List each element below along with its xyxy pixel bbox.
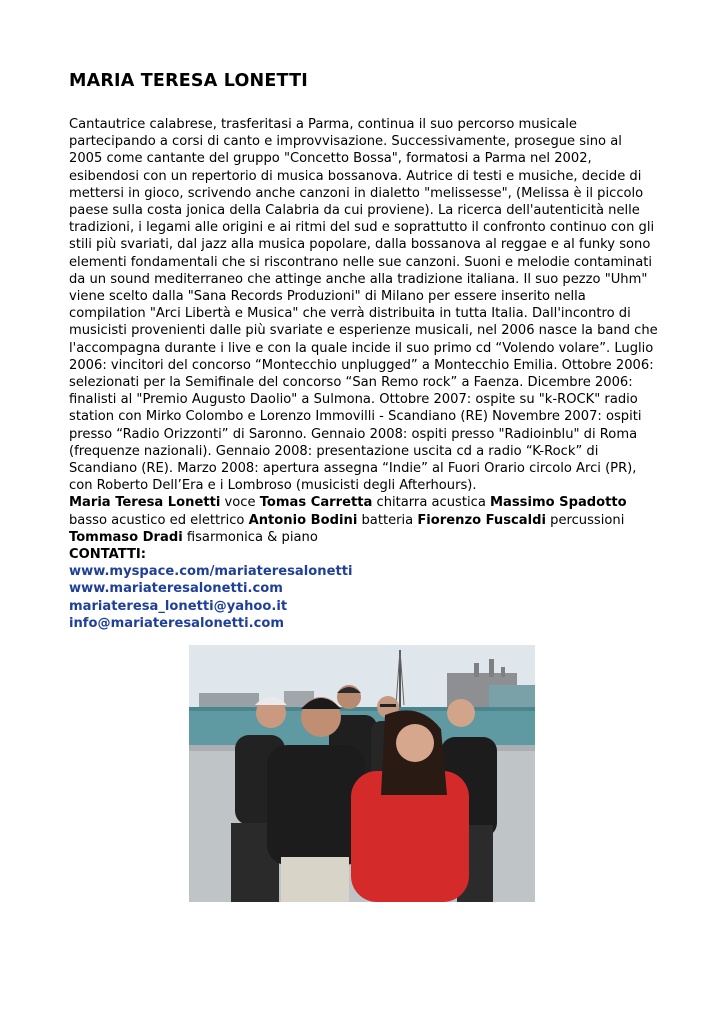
contacts-heading: CONTATTI: <box>69 547 147 563</box>
band-member-name: Tommaso Dradi <box>69 529 183 545</box>
contact-link-info-email[interactable]: info@mariateresalonetti.com <box>69 615 285 631</box>
band-member-name: Tomas Carretta <box>259 495 373 511</box>
article-body <box>69 116 659 632</box>
contact-link-yahoo-email[interactable]: mariateresa_lonetti@yahoo.it <box>69 598 288 614</box>
band-member-name: Maria Teresa Lonetti <box>69 495 221 511</box>
band-member-name: Fiorenzo Fuscaldi <box>417 512 546 528</box>
contact-link-myspace[interactable]: www.myspace.com/mariateresalonetti <box>69 564 353 580</box>
band-member-role: basso acustico ed elettrico <box>69 512 249 528</box>
band-member-role: percussioni <box>545 512 625 528</box>
band-member-role: batteria <box>357 512 418 528</box>
band-photo <box>189 645 535 902</box>
band-member-name: Massimo Spadotto <box>490 495 627 511</box>
page-title: MARIA TERESA LONETTI <box>69 71 308 91</box>
band-member-role: voce <box>220 495 260 511</box>
band-member-role: chitarra acustica <box>372 495 491 511</box>
band-lineup <box>69 494 659 546</box>
band-member-name: Antonio Bodini <box>248 512 358 528</box>
band-photo-illustration <box>189 645 535 902</box>
band-member-role: fisarmonica & piano <box>182 529 318 545</box>
contact-link-website[interactable]: www.mariateresalonetti.com <box>69 581 283 597</box>
bio-paragraph: Cantautrice calabrese, trasferitasi a Parma, continua il suo percorso musicale partecipando a corsi di canto e improvvisazione. Successivamente, prosegue sino al 2005 come cantante del gruppo "Concetto Bossa", formatosi a Parma nel 2002, esibendosi con un repertorio di musica bossanova. Autrice di testi e musiche, decide di mettersi in gioco, scrivendo anche canzoni in dialetto "melissesse", (Melissa è il piccolo paese sulla costa jonica della Calabria da cui proviene). La ricerca dell'autenticità nelle tradizioni, i legami alle origini e ai ritmi del sud e soprattutto il confronto continuo con gli stili più svariati, dal jazz alla musica popolare, dalla bossanova al reggae e al funky sono elementi fondamentali che si riscontrano nelle sue canzoni. Suoni e melodie contaminati da un sound mediterraneo che attinge anche alla tradizione italiana. Il suo pezzo "Uhm" viene scelto dalla "Sana Records Produzioni" di Milano per essere inserito nella compilation "Arci Libertà e Musica" che verrà distribuita in tutta Italia. Dall'incontro di musicisti provenienti dalle più svariate e esperienze musicali, nel 2006 nasce la band che l'accompagna durante i live e con la quale incide il suo primo cd “Volendo volare”. Luglio 2006: vincitori del concorso “Montecchio unplugged” a Montecchio Emilia. Ottobre 2006: selezionati per la Semifinale del concorso “San Remo rock” a Faenza. Dicembre 2006: finalisti al "Premio Augusto Daolio" a Sulmona. Ottobre 2007: ospite su "k-ROCK" radio station con Mirko Colombo e Lorenzo Immovilli - Scandiano (RE) Novembre 2007: ospiti presso “Radio Orizzonti” di Saronno. Gennaio 2008: ospiti presso "Radioinblu" di Roma (frequenze nazionali). Gennaio 2008: presentazione uscita cd a radio “K-Rock” di Scandiano (RE). Marzo 2008: apertura assegna “Indie” al Fuori Orario circolo Arci (PR), con Roberto Dell’Era e i Lombroso (musicisti degli Afterhours). <box>69 117 658 494</box>
